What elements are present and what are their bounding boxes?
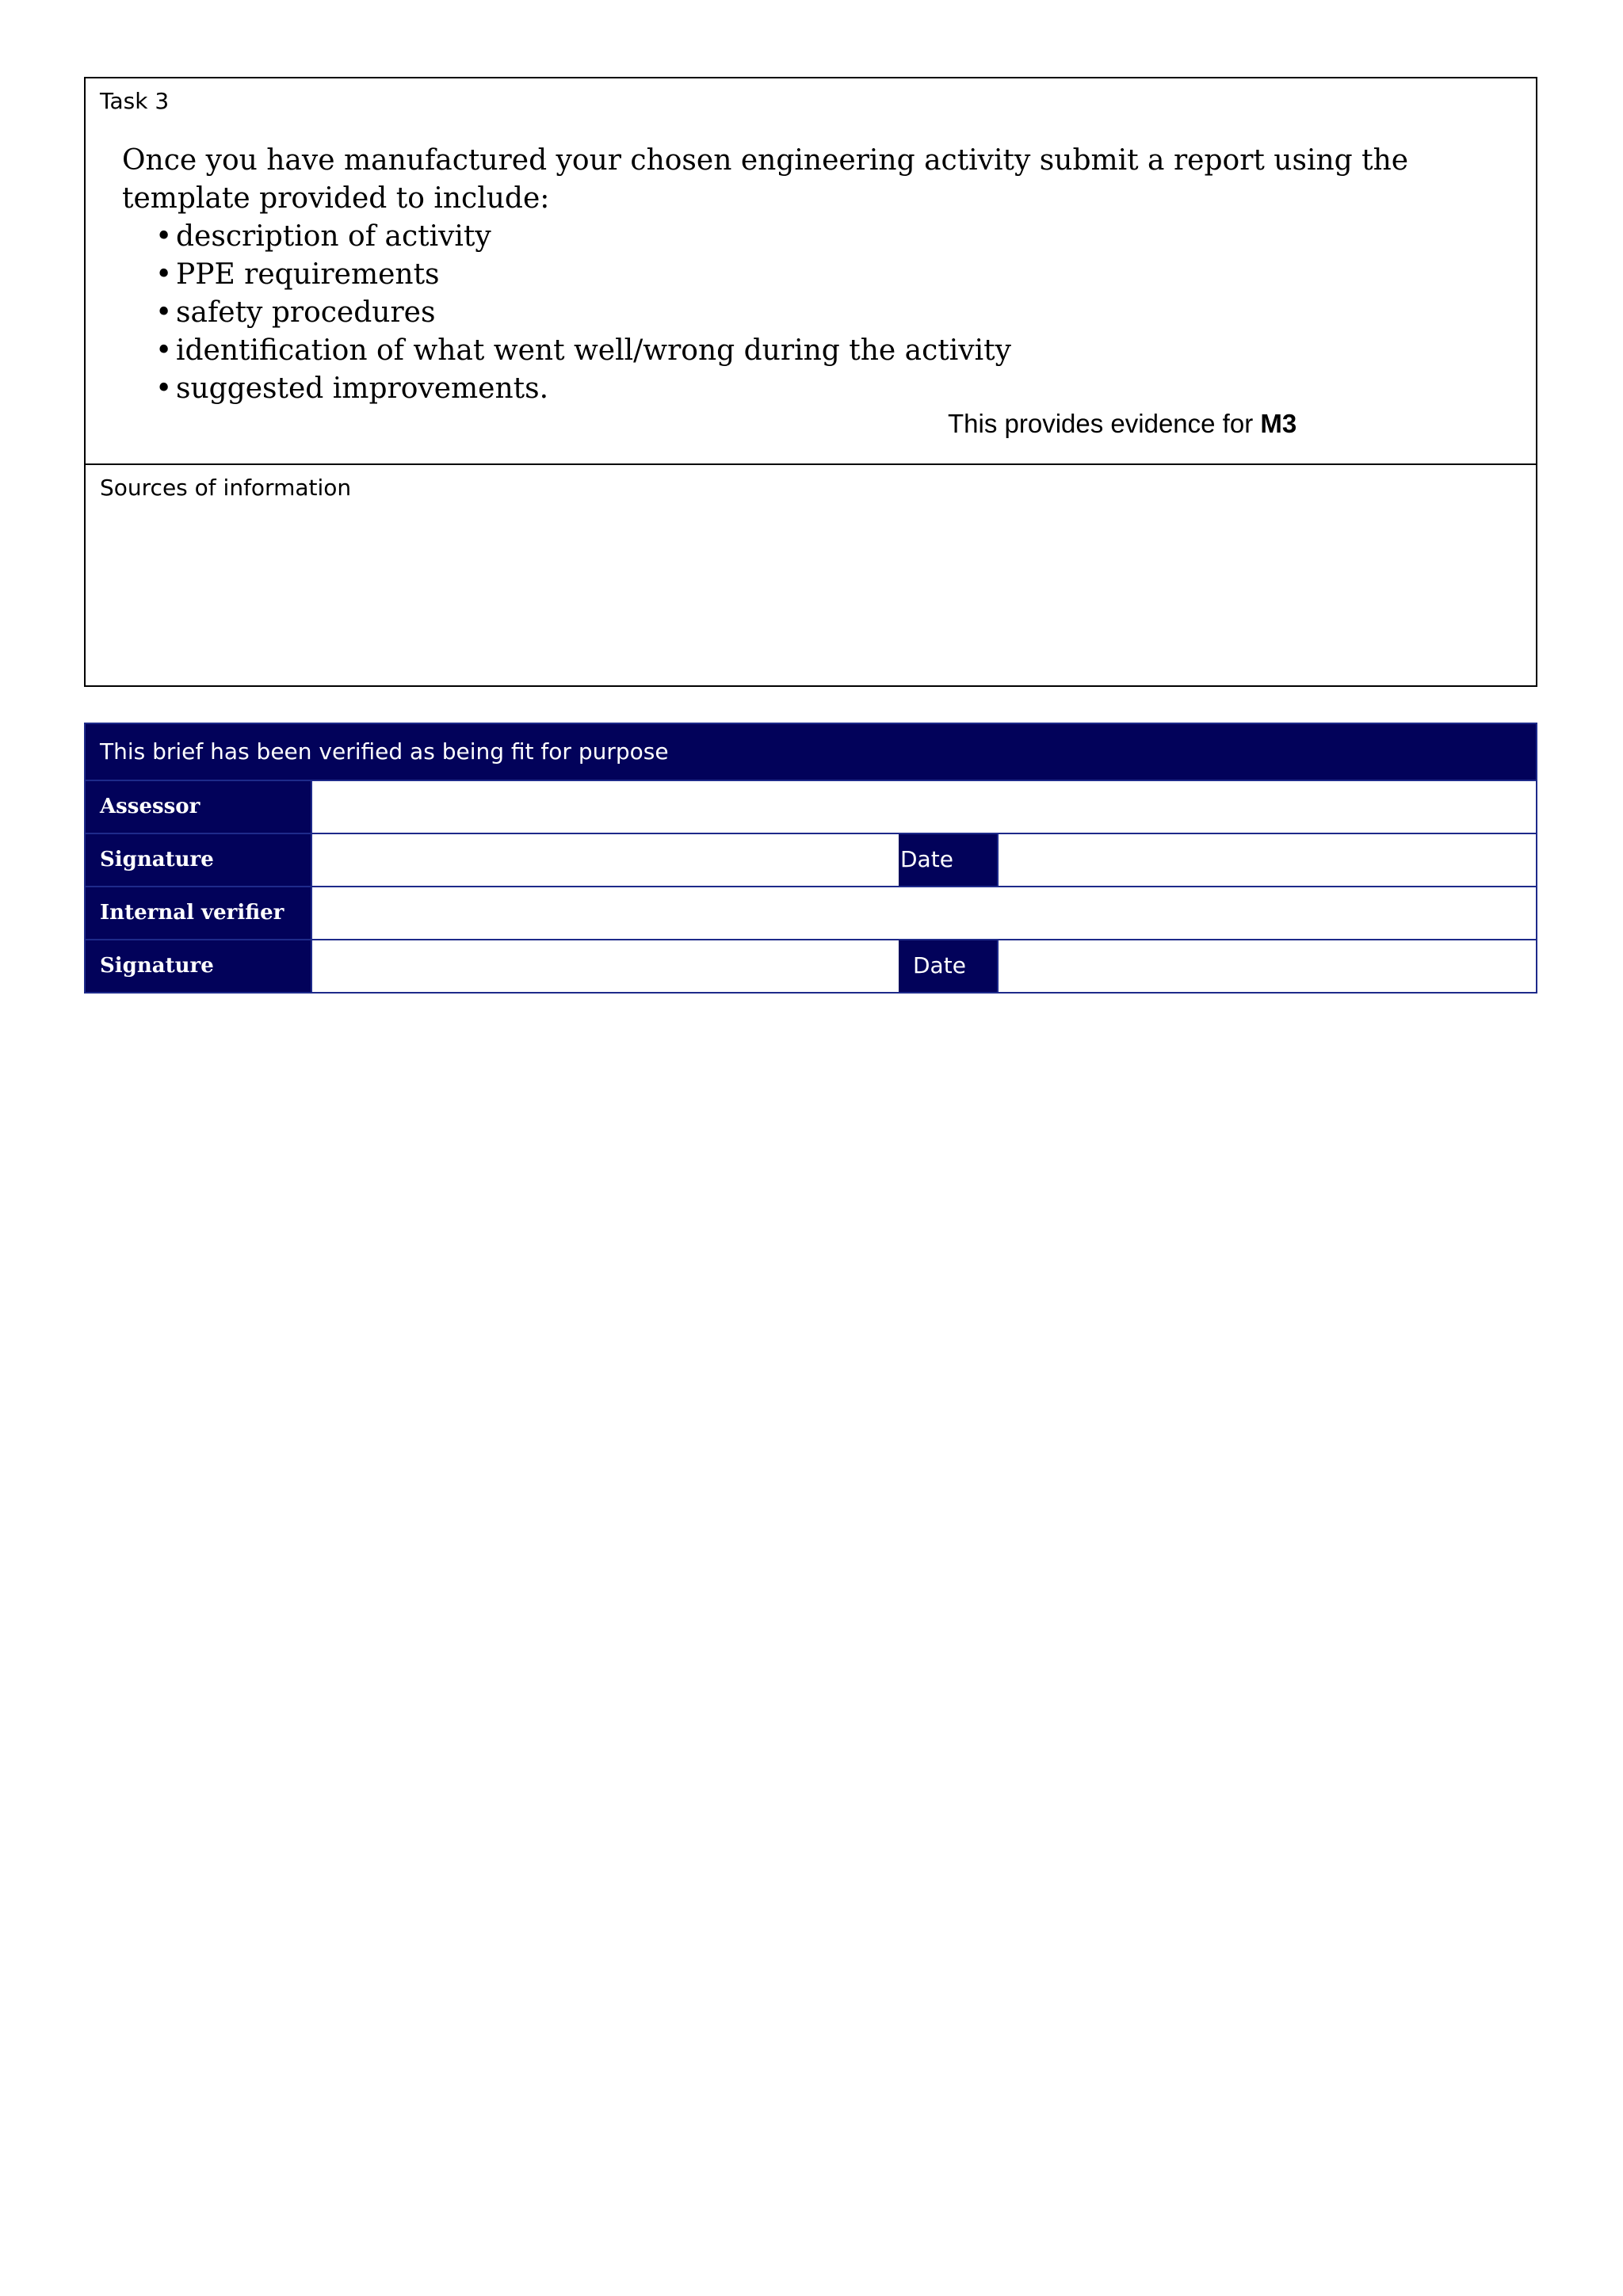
verification-table [84,723,1537,994]
evidence-line [948,408,1296,440]
verification-header: This brief has been verified as being fit for purpose [86,724,1536,780]
bullet-icon: • [155,220,173,253]
evidence-text: This provides evidence for [948,409,1254,438]
bullet-text: PPE requirements [176,258,440,291]
date-label: Date [899,834,997,886]
assessor-field[interactable] [311,781,1536,833]
bullet-text: description of activity [176,220,491,253]
internal-verifier-field[interactable] [311,887,1536,939]
bullet-icon: • [155,372,173,405]
assessor-row [86,780,1536,833]
assessor-signature-row [86,833,1536,886]
list-item [155,218,1517,256]
list-item [155,294,1517,332]
task-intro: Once you have manufactured your chosen engineering activity submit a report using the template provided to include: [122,144,1409,215]
task-box [84,77,1537,687]
bullet-icon: • [155,296,173,329]
bullet-text: safety procedures [176,296,436,329]
bullet-text: suggested improvements. [176,372,549,405]
signature-label: Signature [86,834,311,886]
list-item [155,370,1517,408]
task-bullet-list [122,218,1517,408]
assessor-label: Assessor [86,781,311,833]
verifier-signature-field[interactable] [311,940,899,992]
verifier-signature-row [86,939,1536,992]
bullet-icon: • [155,334,173,367]
task-label: Task 3 [100,88,170,114]
evidence-code: M3 [1260,409,1297,438]
assessor-signature-field[interactable] [311,834,899,886]
sources-label: Sources of information [100,475,352,501]
list-item [155,256,1517,294]
verifier-date-field[interactable] [997,940,1536,992]
bullet-text: identification of what went well/wrong during the activity [176,334,1011,367]
assessor-date-field[interactable] [997,834,1536,886]
list-item [155,332,1517,370]
date-label: Date [899,940,997,992]
signature-label: Signature [86,940,311,992]
section-divider [86,463,1536,465]
bullet-icon: • [155,258,173,291]
internal-verifier-label: Internal verifier [86,887,311,939]
internal-verifier-row [86,886,1536,939]
task-body [122,142,1517,408]
